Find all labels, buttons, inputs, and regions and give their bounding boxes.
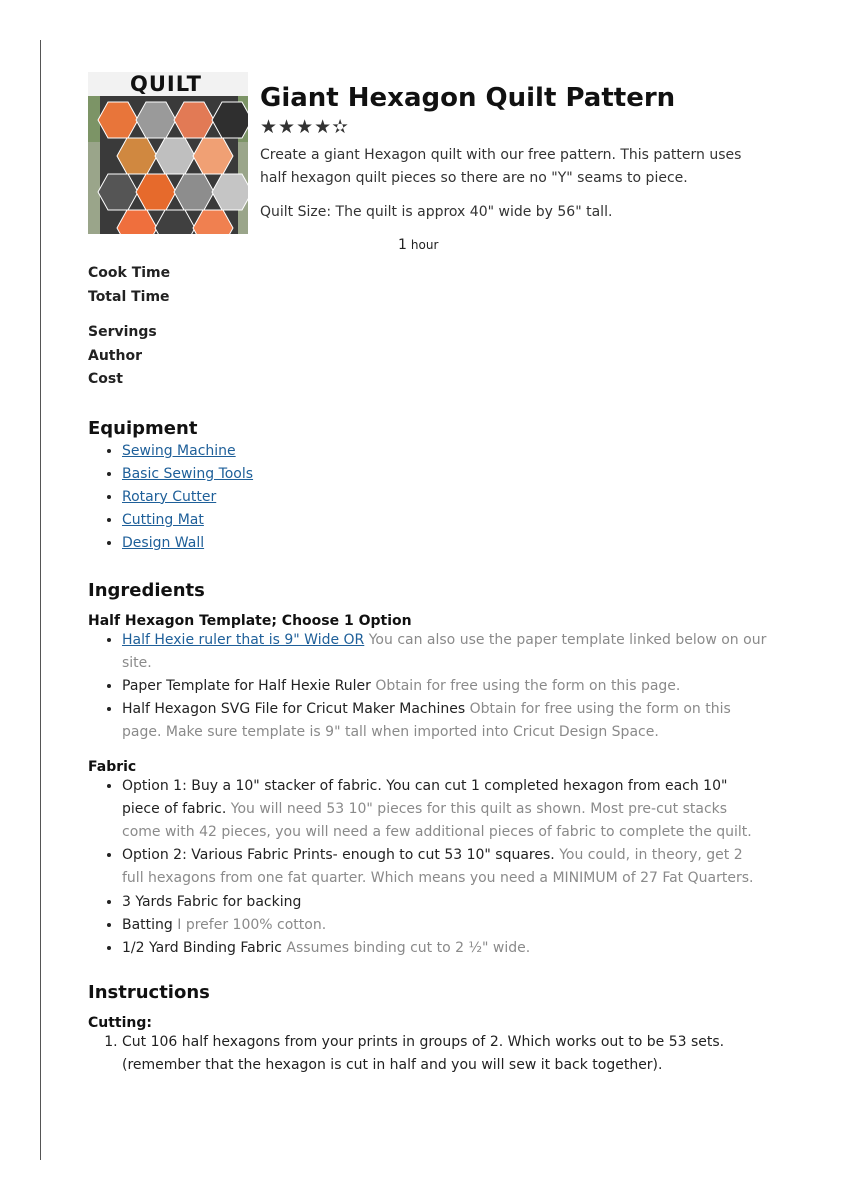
ingredient-note: I prefer 100% cotton. [177, 916, 327, 933]
time-unit: hour [410, 238, 439, 252]
ingredient-list [88, 775, 768, 961]
page-margin-line [40, 40, 41, 1160]
ingredient-name: Paper Template for Half Hexie Ruler [122, 677, 371, 694]
instruction-group-title: Cutting: [88, 1015, 153, 1032]
ingredient-group-title: Half Hexagon Template; Choose 1 Option [88, 612, 412, 629]
ingredient-note: You could, in theory, get 2 full hexagons from one fat quarter. Which means you need a MINIMUM of 27 Fat Quarters. [122, 847, 754, 887]
instruction-steps [88, 1031, 768, 1077]
equipment-item [122, 486, 768, 509]
recipe-meta [88, 262, 768, 392]
ingredient-name: Option 1: Buy a 10" stacker of fabric. You can cut 1 completed hexagon from each 10" piece of fabric. [122, 777, 728, 817]
ingredient-note: You will need 53 10" pieces for this quilt as shown. Most pre-cut stacks come with 42 pieces, you will need a few additional pieces of fabric to complete the quilt. [122, 800, 752, 840]
equipment-link-design-wall[interactable]: Design Wall [122, 535, 205, 552]
ingredient-group-title: Fabric [88, 758, 137, 775]
equipment-link-rotary-cutter[interactable]: Rotary Cutter [122, 488, 217, 505]
ingredient-name: Half Hexagon SVG File for Cricut Maker Machines [122, 701, 466, 718]
quilt-photo-illustration [88, 72, 248, 234]
image-title-band [88, 72, 248, 96]
ingredient-item [122, 675, 768, 698]
ingredient-list [88, 629, 768, 745]
rating-stars-icon[interactable]: ★★★★✫ [260, 116, 350, 138]
ingredients-section [88, 580, 768, 961]
ingredient-item [122, 937, 768, 960]
recipe-summary: Create a giant Hexagon quilt with our free pattern. This pattern uses half hexagon quilt pieces so there are no "Y" seams to piece. [260, 147, 742, 186]
equipment-link-basic-sewing-tools[interactable]: Basic Sewing Tools [122, 465, 254, 482]
time-number: 1 [398, 237, 407, 253]
recipe-image [88, 72, 248, 234]
cost-label: Cost [88, 371, 123, 387]
instructions-section [88, 982, 768, 1077]
ingredient-name: Option 2: Various Fabric Prints- enough to cut 53 10" squares. [122, 847, 555, 864]
recipe-card [88, 72, 768, 1078]
recipe-title: Giant Hexagon Quilt Pattern [260, 83, 676, 113]
servings-label: Servings [88, 324, 157, 340]
equipment-item [122, 532, 768, 555]
instructions-heading: Instructions [88, 982, 210, 1004]
ingredient-group-fabric [88, 759, 768, 961]
instruction-step: 1. Cut 106 half hexagons from your prints in groups of 2. Which works out to be 53 sets. (remember that the hexagon is cut in half and you will sew it back together). [122, 1031, 768, 1077]
ingredient-item [122, 698, 768, 744]
ingredient-item [122, 891, 768, 914]
quilt-size-text: Quilt Size: The quilt is approx 40" wide by 56" tall. [260, 204, 613, 220]
ingredient-item [122, 775, 768, 845]
ingredient-note: Obtain for free using the form on this page. Make sure template is 9" tall when imported into Cricut Design Space. [122, 701, 731, 741]
total-time-label: Total Time [88, 288, 170, 305]
instruction-group-cutting [88, 1015, 768, 1077]
time-value [398, 237, 438, 253]
half-hexie-ruler-link[interactable]: Half Hexie ruler that is 9" Wide OR [122, 631, 365, 648]
ingredient-name: 1/2 Yard Binding Fabric [122, 939, 282, 956]
equipment-list [88, 440, 768, 556]
equipment-link-sewing-machine[interactable]: Sewing Machine [122, 442, 236, 459]
ingredient-note: You can also use the paper template linked below on our site. [122, 631, 767, 671]
equipment-item [122, 463, 768, 486]
ingredient-item [122, 844, 768, 890]
author-label: Author [88, 347, 142, 364]
ingredient-note: Obtain for free using the form on this page. [375, 677, 681, 694]
ingredient-note: Assumes binding cut to 2 ½" wide. [286, 939, 531, 956]
ingredient-group-template [88, 613, 768, 745]
recipe-header [88, 72, 768, 253]
ingredient-item [122, 914, 768, 937]
equipment-item [122, 440, 768, 463]
equipment-section [88, 418, 768, 556]
ingredient-name: 3 Yards Fabric for backing [122, 893, 302, 910]
ingredient-name: Batting [122, 916, 173, 933]
ingredient-item [122, 629, 768, 675]
equipment-link-cutting-mat[interactable]: Cutting Mat [122, 512, 204, 529]
image-title-text: QUILT [130, 72, 202, 96]
cook-time-label: Cook Time [88, 265, 171, 281]
ingredients-heading: Ingredients [88, 579, 205, 601]
equipment-heading: Equipment [88, 417, 198, 439]
equipment-item [122, 509, 768, 532]
